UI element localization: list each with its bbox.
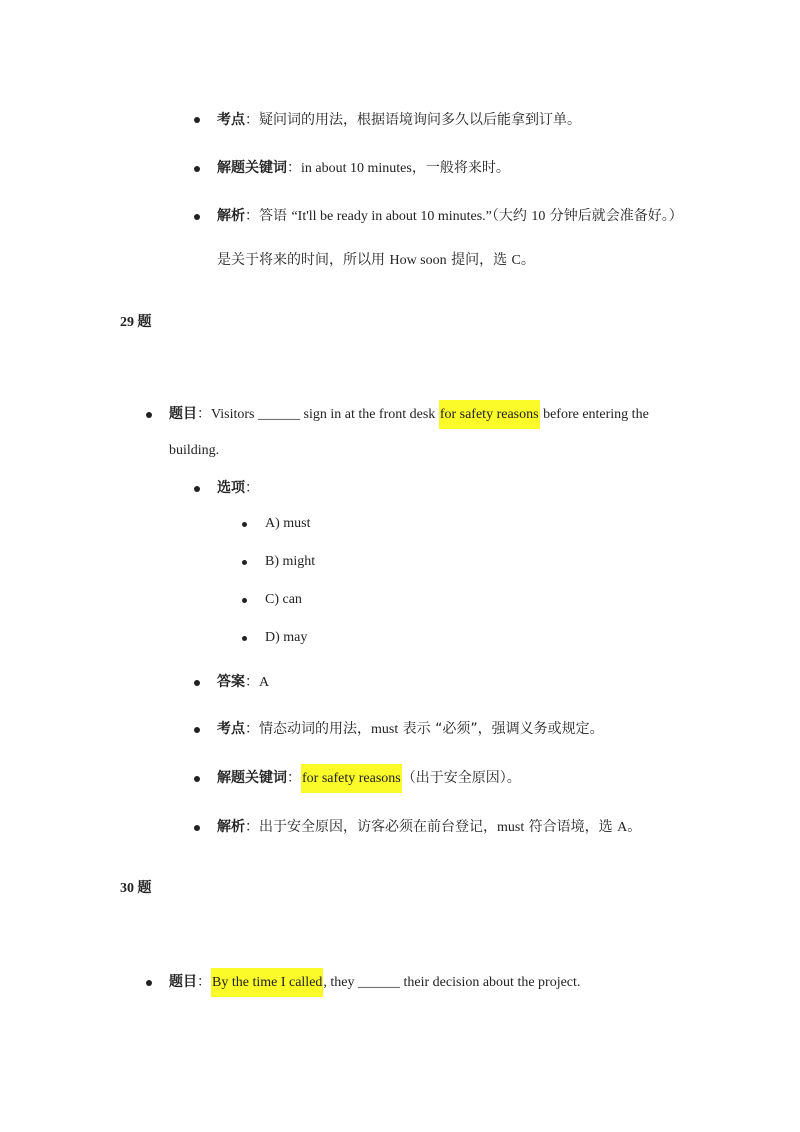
options-label: 选项 — [217, 480, 245, 496]
question-label: 题目 — [169, 974, 197, 990]
question-line-q30: 题目：By the time I called, they ______ their decision about the project. — [169, 972, 580, 993]
keywords-line-q29: 解题关键词：for safety reasons（出于安全原因）。 — [217, 768, 521, 789]
answer-label: 答案 — [217, 674, 245, 690]
keywords-zh: ，一般将来时。 — [411, 160, 510, 176]
bullet — [194, 117, 200, 123]
kaodian-text: 疑问词的用法，根据语境询问多久以后能拿到订单。 — [259, 112, 581, 128]
answer-line: 答案：A — [217, 674, 270, 690]
bullet — [194, 214, 200, 220]
options-label-line: 选项： — [217, 480, 259, 496]
bullet — [146, 980, 152, 986]
question-heading-30: 30 题 — [120, 880, 152, 896]
keywords-label: 解题关键词 — [217, 160, 287, 176]
bullet — [194, 825, 200, 831]
kaodian-label: 考点 — [217, 112, 245, 128]
analysis-label: 解析 — [217, 819, 245, 835]
question-line-q29: 题目：Visitors ______ sign in at the front desk for safety reasons before entering the — [169, 404, 649, 425]
kaodian-label: 考点 — [217, 721, 245, 737]
bullet — [242, 560, 247, 565]
bullet — [194, 486, 200, 492]
analysis-line2-q28: 是关于将来的时间，所以用 How soon 提问，选 C。 — [217, 252, 535, 268]
bullet — [194, 166, 200, 172]
kaodian-line-q29: 考点：情态动词的用法，must 表示 “必须”，强调义务或规定。 — [217, 721, 604, 737]
highlight: for safety reasons — [439, 400, 540, 429]
highlight: By the time I called — [211, 968, 323, 997]
keywords-label: 解题关键词 — [217, 770, 287, 786]
analysis-line-q28: 解析：答语 “It'll be ready in about 10 minutes.”（大约 10 分钟后就会准备好。） — [217, 208, 683, 224]
bullet — [194, 727, 200, 733]
option-item: B) might — [265, 554, 316, 569]
bullet — [242, 522, 247, 527]
analysis-quote: “It'll be ready in about 10 minutes.” — [291, 209, 492, 224]
keywords-en: in about 10 minutes — [301, 161, 412, 176]
option-item: C) can — [265, 592, 302, 607]
analysis-line-q29: 解析：出于安全原因，访客必须在前台登记，must 符合语境，选 A。 — [217, 819, 642, 835]
bullet — [242, 636, 247, 641]
analysis-label: 解析 — [217, 208, 245, 224]
bullet — [146, 412, 152, 418]
question-label: 题目 — [169, 406, 197, 422]
bullet — [242, 598, 247, 603]
kaodian-line-q28: 考点：疑问词的用法，根据语境询问多久以后能拿到订单。 — [217, 112, 581, 128]
option-item: D) may — [265, 630, 308, 645]
keywords-line-q28: 解题关键词：in about 10 minutes，一般将来时。 — [217, 160, 510, 176]
question-heading-29: 29 题 — [120, 314, 152, 330]
bullet — [194, 776, 200, 782]
bullet — [194, 680, 200, 686]
highlight: for safety reasons — [301, 764, 402, 793]
question-line2-q29: building. — [169, 443, 220, 458]
answer-value: A — [259, 675, 270, 690]
option-item: A) must — [265, 516, 311, 531]
